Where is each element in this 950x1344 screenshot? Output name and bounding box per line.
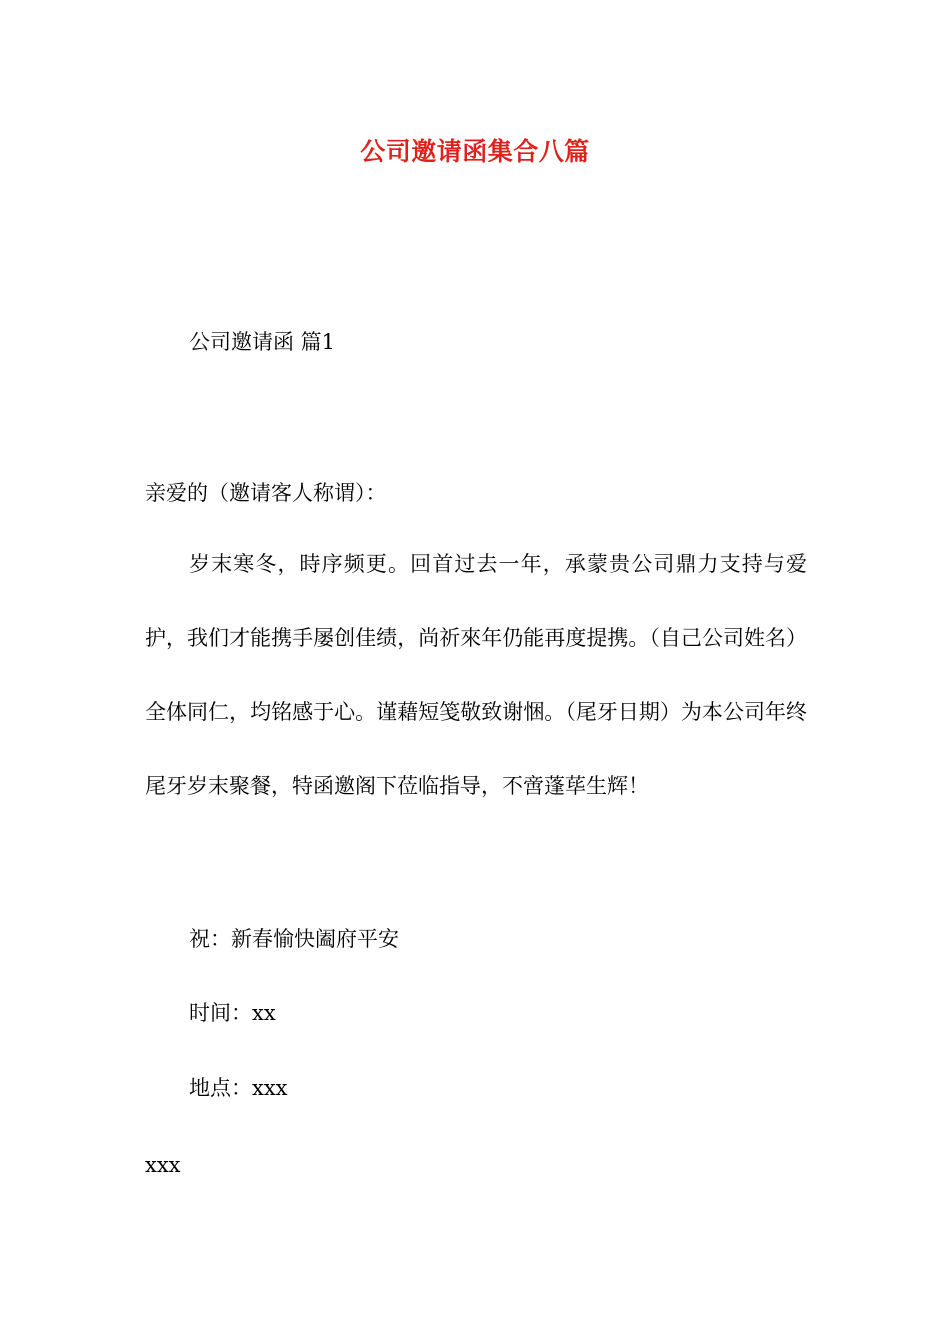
body-paragraph: 岁末寒冬，時序频更。回首过去一年，承蒙贵公司鼎力支持与爱护，我们才能携手屡创佳绩，尚祈來年仍能再度提携。（自己公司姓名）全体同仁，均铭感于心。谨藉短笺敬致谢悃。（尾牙日期）为本公司年终尾牙岁末聚餐，特函邀阁下莅临指导，不啻蓬荜生辉！ <box>145 552 807 798</box>
signature: xxx <box>145 1153 181 1177</box>
document-title: 公司邀请函集合八篇 <box>360 137 590 166</box>
place-line: 地点：xxx <box>189 1076 288 1100</box>
time-line: 时间：xx <box>189 1001 276 1025</box>
blessing-line: 祝：新春愉快阖府平安 <box>189 927 399 951</box>
salutation: 亲爱的（邀请客人称谓）： <box>145 481 387 505</box>
section-heading: 公司邀请函 篇1 <box>189 330 336 354</box>
